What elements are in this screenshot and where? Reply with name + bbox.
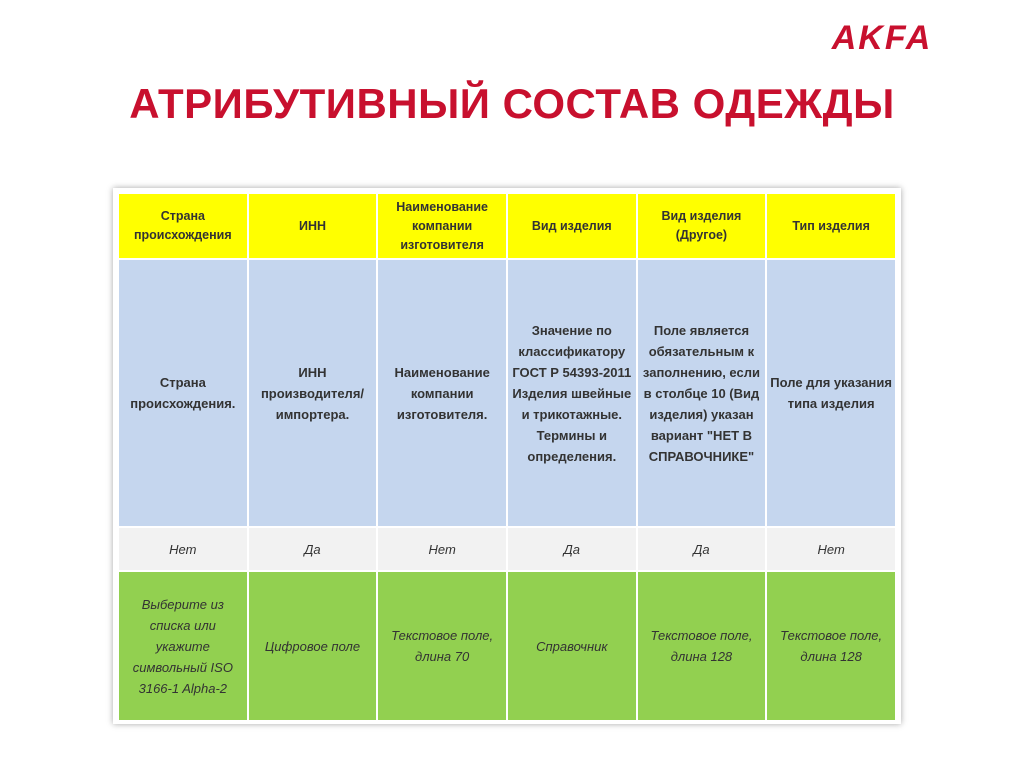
page-title: АТРИБУТИВНЫЙ СОСТАВ ОДЕЖДЫ <box>129 80 895 127</box>
akfa-logo <box>784 20 980 54</box>
required-cell: Да <box>637 527 767 571</box>
logo-text: AKFA <box>831 20 933 54</box>
field-type-cell: Текстовое поле, длина 128 <box>637 571 767 721</box>
description-cell: Значение по классификатору ГОСТ Р 54393-2011 Изделия швейные и трикотажные. Термины и определения. <box>507 259 637 527</box>
required-cell: Нет <box>377 527 507 571</box>
field-type-cell: Цифровое поле <box>248 571 378 721</box>
header-cell: Тип изделия <box>766 193 896 259</box>
attribute-table-frame <box>113 188 901 724</box>
field-type-cell: Текстовое поле, длина 128 <box>766 571 896 721</box>
header-row <box>118 193 896 259</box>
header-cell: Страна происхождения <box>118 193 248 259</box>
required-row <box>118 527 896 571</box>
field-type-cell: Выберите из списка или укажите символьный ISO 3166-1 Alpha-2 <box>118 571 248 721</box>
description-cell: Наименование компании изготовителя. <box>377 259 507 527</box>
description-cell: Поле для указания типа изделия <box>766 259 896 527</box>
akfa-logo-mark <box>784 20 980 54</box>
description-cell: Страна происхождения. <box>118 259 248 527</box>
description-cell: ИНН производителя/ импортера. <box>248 259 378 527</box>
header-cell: Вид изделия <box>507 193 637 259</box>
header-cell: Наименование компании изготовителя <box>377 193 507 259</box>
header-cell: ИНН <box>248 193 378 259</box>
description-row <box>118 259 896 527</box>
attribute-table <box>117 192 897 722</box>
required-cell: Да <box>248 527 378 571</box>
required-cell: Нет <box>766 527 896 571</box>
required-cell: Нет <box>118 527 248 571</box>
description-cell: Поле является обязательным к заполнению, если в столбце 10 (Вид изделия) указан вариант "НЕТ В СПРАВОЧНИКЕ" <box>637 259 767 527</box>
required-cell: Да <box>507 527 637 571</box>
field-type-cell: Справочник <box>507 571 637 721</box>
field-type-row <box>118 571 896 721</box>
field-type-cell: Текстовое поле, длина 70 <box>377 571 507 721</box>
header-cell: Вид изделия (Другое) <box>637 193 767 259</box>
